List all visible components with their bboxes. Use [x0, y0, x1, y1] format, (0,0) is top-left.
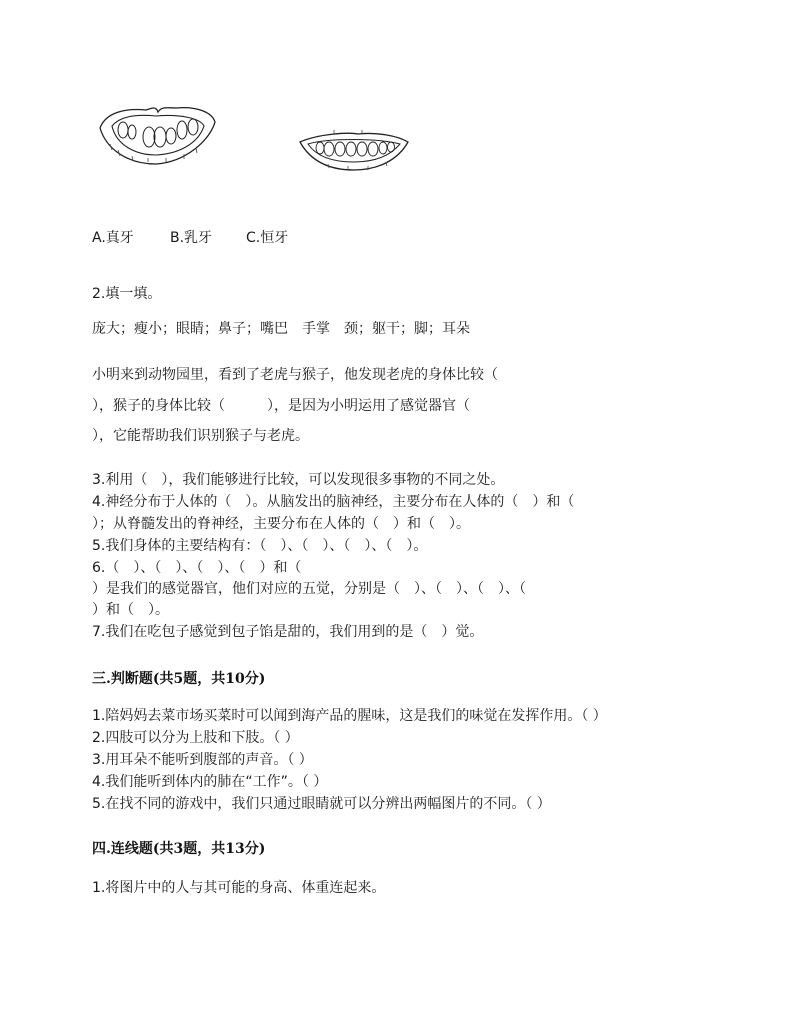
q2-line-2: ），猴子的身体比较（ ），是因为小明运用了感觉器官（: [92, 398, 470, 414]
mouth-image-left: [96, 100, 218, 168]
option-b: B.乳牙: [170, 230, 213, 246]
q6-line-1: 6.（ ）、（ ）、（ ）、（ ）和（: [92, 560, 302, 576]
word-bank: 庞大；瘦小；眼睛；鼻子；嘴巴 手掌 颈；躯干；脚；耳朵: [92, 321, 470, 337]
q6-line-3: ）和（ ）。: [92, 602, 169, 618]
option-c: C.恒牙: [246, 230, 289, 246]
q4-line-2: ）；从脊髓发出的脊神经，主要分布在人体的（ ）和（ ）。: [92, 516, 470, 532]
option-a: A.真牙: [92, 230, 134, 246]
q2-title: 2.填一填。: [92, 286, 162, 302]
match-q1: 1.将图片中的人与其可能的身高、体重连起来。: [92, 880, 386, 896]
q5: 5.我们身体的主要结构有：（ ）、（ ）、（ ）、（ ）。: [92, 538, 428, 554]
q7: 7.我们在吃包子感觉到包子馅是甜的，我们用到的是（ ）觉。: [92, 624, 484, 640]
judge-item-5: 5.在找不同的游戏中，我们只通过眼睛就可以分辨出两幅图片的不同。（ ）: [92, 796, 551, 812]
judge-item-3: 3.用耳朵不能听到腹部的声音。（ ）: [92, 752, 313, 768]
q3: 3.利用（ ），我们能够进行比较，可以发现很多事物的不同之处。: [92, 472, 505, 488]
section-judge-heading: 三.判断题(共5题，共10分): [92, 671, 266, 687]
judge-item-1: 1.陪妈妈去菜市场买菜时可以闻到海产品的腥味，这是我们的味觉在发挥作用。（ ）: [92, 708, 607, 724]
q2-line-1: 小明来到动物园里，看到了老虎与猴子，他发现老虎的身体比较（: [92, 367, 498, 383]
mouth-image-right: [298, 128, 410, 172]
section-match-heading: 四.连线题(共3题，共13分): [92, 841, 266, 857]
judge-item-4: 4.我们能听到体内的肺在“工作”。（ ）: [92, 774, 328, 790]
q6-line-2: ）是我们的感觉器官，他们对应的五觉，分别是（ ）、（ ）、（ ）、（: [92, 581, 526, 597]
q2-line-3: ），它能帮助我们识别猴子与老虎。: [92, 428, 309, 444]
q4-line-1: 4.神经分布于人体的（ ）。从脑发出的脑神经，主要分布在人体的（ ）和（: [92, 494, 575, 510]
judge-item-2: 2.四肢可以分为上肢和下肢。（ ）: [92, 730, 299, 746]
